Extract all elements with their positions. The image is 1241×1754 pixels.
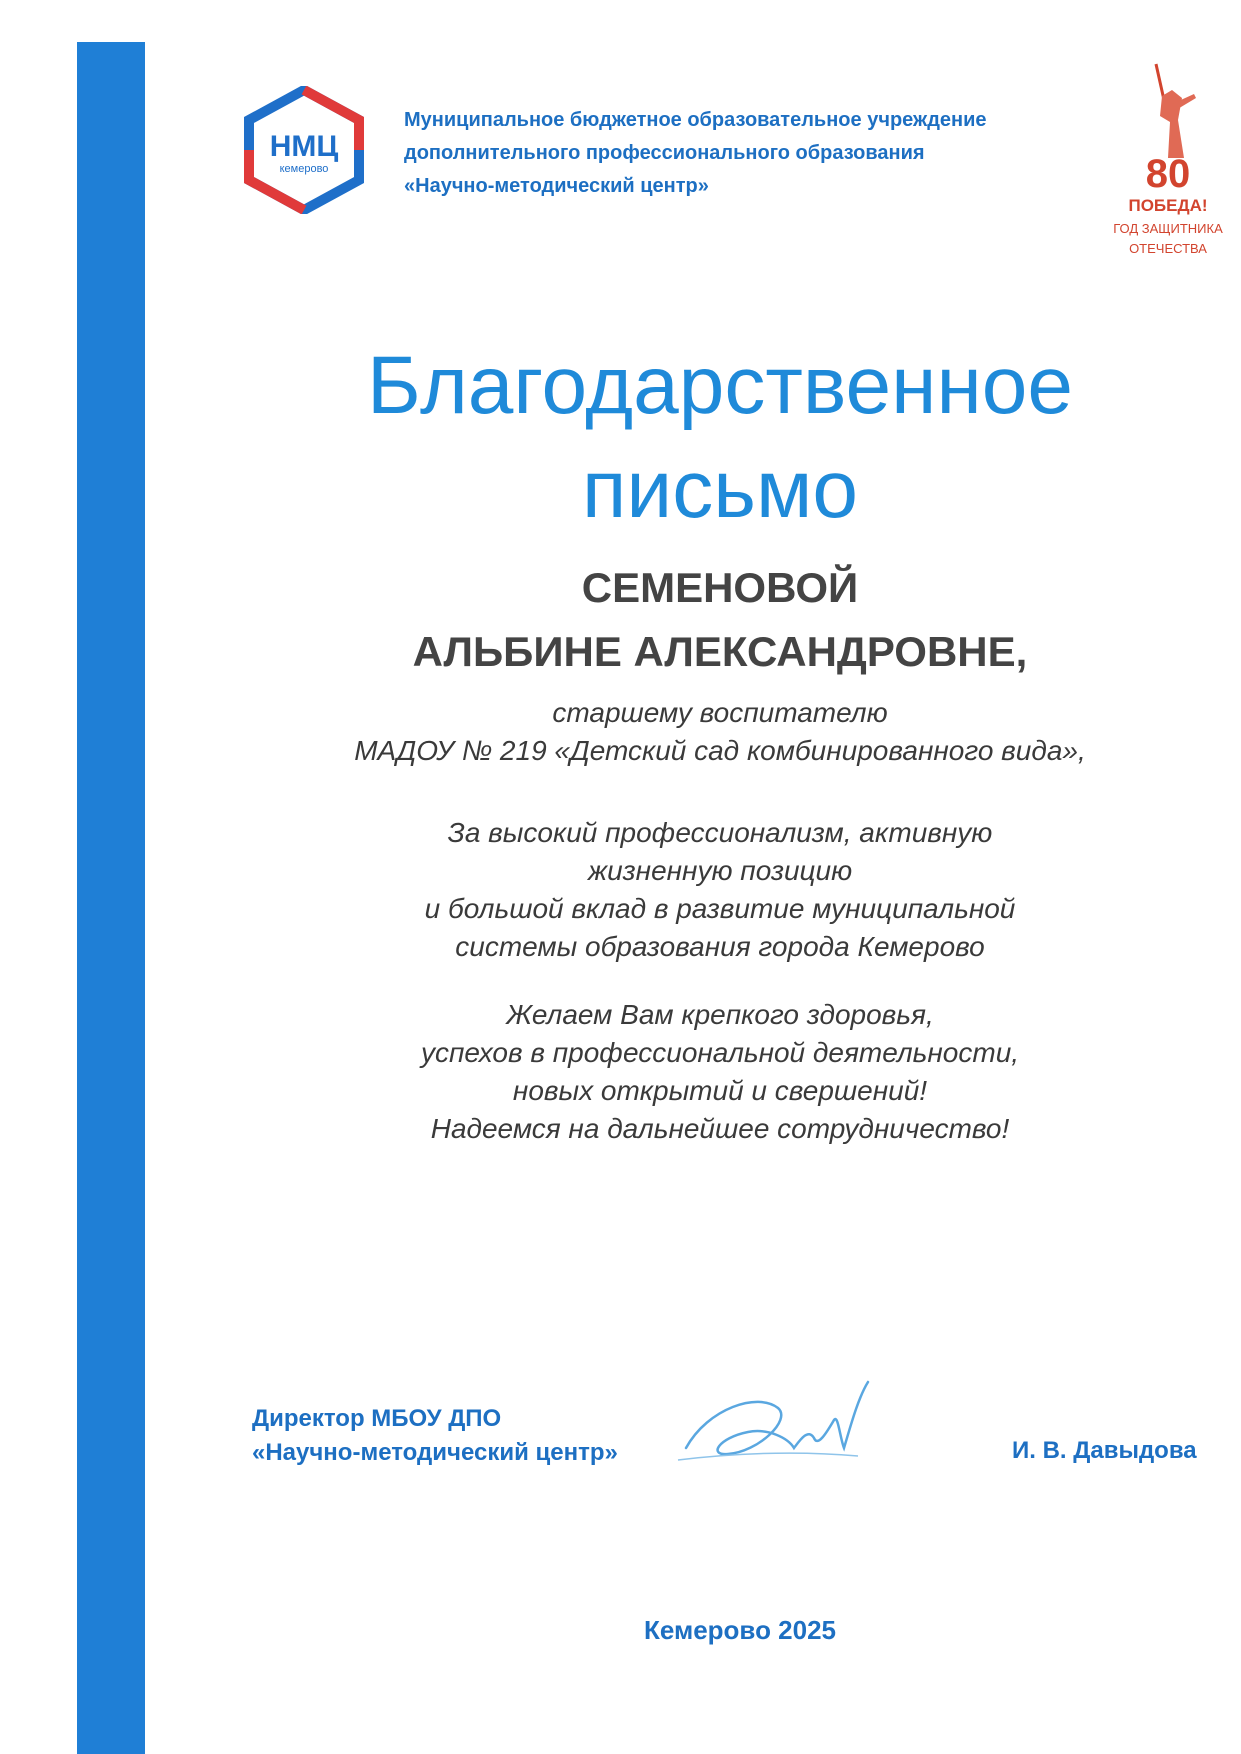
badge-line1: ПОБЕДА! — [1128, 196, 1208, 215]
badge-line2: ГОД ЗАЩИТНИКА — [1113, 221, 1223, 236]
recipient-name — [300, 556, 1140, 684]
wishes-text — [270, 996, 1170, 1148]
merits-text — [270, 814, 1170, 966]
document-title — [300, 334, 1140, 542]
title-line: Благодарственное — [367, 340, 1073, 431]
recipient-line: АЛЬБИНЕ АЛЕКСАНДРОВНЕ, — [412, 628, 1028, 675]
handwritten-signature — [668, 1368, 888, 1478]
merits-line: системы образования города Кемерово — [455, 931, 985, 962]
wishes-line: Желаем Вам крепкого здоровья, — [506, 999, 934, 1030]
merits-line: За высокий профессионализм, активную — [447, 817, 993, 848]
recipient-position — [270, 694, 1170, 770]
city-year: Кемерово 2025 — [643, 1615, 837, 1645]
badge-line3: ОТЕЧЕСТВА — [1129, 241, 1207, 256]
wishes-line: успехов в профессиональной деятельности, — [420, 1037, 1020, 1068]
victory-80-badge — [1098, 60, 1238, 270]
org-line: дополнительного профессионального образования — [404, 142, 925, 164]
signer-name: И. В. Давыдова — [1012, 1437, 1197, 1464]
signer-title — [252, 1402, 618, 1470]
position-line: МАДОУ № 219 «Детский сад комбинированного вида», — [354, 735, 1086, 766]
signer-title-line: Директор МБОУ ДПО — [252, 1405, 502, 1432]
organization-header — [404, 104, 1044, 203]
logo-subtext: кемерово — [279, 163, 329, 175]
nmc-logo — [243, 86, 365, 214]
wishes-line: Надеемся на дальнейшее сотрудничество! — [430, 1113, 1010, 1144]
wishes-line: новых открытий и свершений! — [512, 1075, 928, 1106]
org-line: Муниципальное бюджетное образовательное учреждение — [404, 109, 987, 131]
merits-line: жизненную позицию — [587, 855, 853, 886]
side-stripe — [77, 42, 145, 1754]
signer-title-line: «Научно-методический центр» — [252, 1439, 618, 1466]
title-line: письмо — [582, 444, 858, 535]
recipient-line: СЕМЕНОВОЙ — [581, 564, 859, 611]
badge-number: 80 — [1145, 152, 1191, 196]
logo-text: НМЦ — [269, 130, 339, 163]
position-line: старшему воспитателю — [552, 697, 888, 728]
org-line: «Научно-методический центр» — [404, 175, 709, 197]
merits-line: и большой вклад в развитие муниципальной — [424, 893, 1016, 924]
